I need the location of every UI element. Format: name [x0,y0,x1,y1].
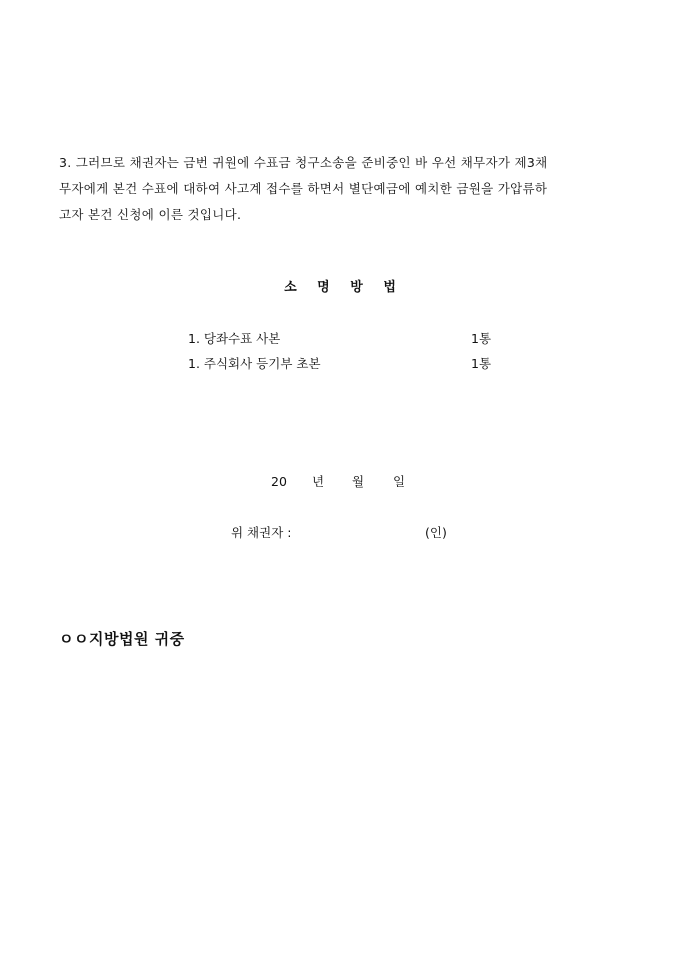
date-line [0,471,680,493]
evidence-item [188,326,498,351]
evidence-item-quantity: 1통 [471,331,492,346]
creditor-label: 위 채권자 : [231,525,292,540]
evidence-section-title: 소 명 방 법 [284,280,396,295]
evidence-item-quantity: 1통 [471,356,492,371]
date-year-unit: 년 [312,474,325,489]
paragraph-line: 무자에게 본건 수표에 대하여 사고계 접수를 하면서 별단예금에 예치한 금원을 가압류하 [59,181,548,196]
evidence-item [188,351,498,376]
application-reason-paragraph [59,150,619,228]
paragraph-line: 고자 본건 신청에 이른 것입니다. [59,207,242,222]
court-addressee: ㅇㅇ지방법원 귀중 [59,630,185,648]
creditor-signature-line [0,522,680,544]
evidence-item-name: 1. 당좌수표 사본 [188,331,281,346]
date-month-unit: 월 [352,474,365,489]
seal-mark: (인) [425,525,447,540]
paragraph-line: 3. 그러므로 채권자는 금번 귀원에 수표금 청구소송을 준비중인 바 우선 채무자가 제3채 [59,155,548,170]
date-day-unit: 일 [393,474,406,489]
date-year-prefix: 20 [271,474,287,489]
evidence-item-name: 1. 주식회사 등기부 초본 [188,356,321,371]
evidence-list [188,326,498,376]
